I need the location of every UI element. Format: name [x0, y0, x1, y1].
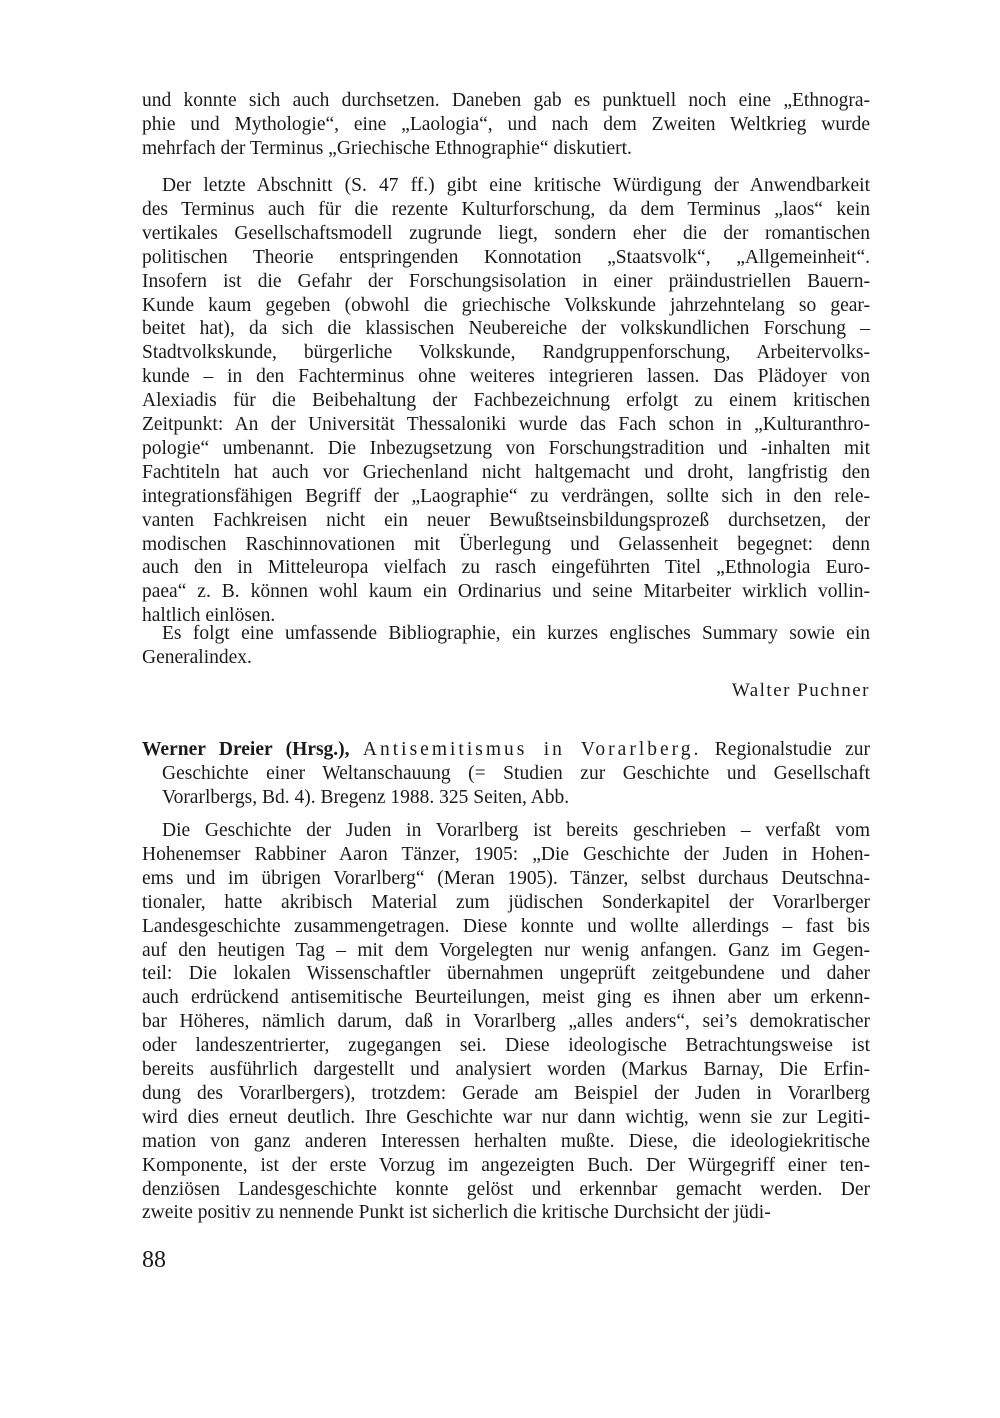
text-line: bereits ausführlich dargestellt und analysiert worden (Markus Barnay, Die Erfin- — [142, 1059, 870, 1080]
text-line: tionaler, hatte akribisch Material zum jüdischen Sonderkapitel der Vorarlberger — [142, 891, 870, 913]
text-line: zweite positiv zu nennende Punkt ist sicherlich die kritische Durchsicht der jüdi- — [142, 1202, 771, 1224]
text-line: Die Geschichte der Juden in Vorarlberg ist bereits geschrieben – verfaßt vom — [162, 820, 870, 841]
text-line: Kunde kaum gegeben (obwohl die griechische Volkskunde jahrzehntelang so gear- — [142, 294, 870, 316]
text-line: teil: Die lokalen Wissenschaftler übernahmen ungeprüft zeitgebundene und daher — [142, 963, 870, 985]
text-line: auch erdrückend antisemitische Beurteilungen, meist ging es ihnen aber um erkenn- — [142, 987, 870, 1009]
text-line: des Terminus auch für die rezente Kulturforschung, da dem Terminus „laos“ kein — [142, 198, 870, 220]
text-line: Insofern ist die Gefahr der Forschungsisolation in einer präindustriellen Bauern- — [142, 270, 870, 292]
text-line: Zeitpunkt: An der Universität Thessaloniki wurde das Fach schon in „Kulturanthro- — [142, 414, 870, 435]
text-line: dung des Vorarlbergers), trotzdem: Gerade am Beispiel der Juden in Vorarlberg — [142, 1082, 870, 1104]
reviewer-signature: Walter Puchner — [731, 680, 870, 701]
text-line: paea“ z. B. können wohl kaum ein Ordinarius und seine Mitarbeiter wirklich vollin- — [142, 581, 870, 603]
text-line: mation von ganz anderen Interessen herhalten mußte. Diese, die ideologiekritische — [142, 1130, 870, 1152]
text-line: kunde – in den Fachterminus ohne weiteres integrieren lassen. Das Plädoyer von — [142, 366, 870, 388]
text-line: ems und im übrigen Vorarlberg“ (Meran 1905). Tänzer, selbst durchaus Deutschna- — [142, 867, 870, 889]
text-line: integrationsfähigen Begriff der „Laographie“ zu verdrängen, sollte sich in den rele- — [142, 485, 870, 507]
text-line: pologie“ umbenannt. Die Inbezugsetzung von Forschungstradition und -inhalten mit — [142, 437, 870, 459]
reference-line: Geschichte einer Weltanschauung (= Studien zur Geschichte und Gesellschaft — [162, 763, 870, 784]
page-number: 88 — [142, 1247, 166, 1273]
text-line: und konnte sich auch durchsetzen. Daneben gab es punktuell noch eine „Ethnogra- — [142, 90, 870, 111]
reference-line: Vorarlbergs, Bd. 4). Bregenz 1988. 325 Seiten, Abb. — [162, 787, 570, 808]
text-line: Es folgt eine umfassende Bibliographie, ein kurzes englisches Summary sowie ein — [162, 623, 870, 644]
text-line: Komponente, ist der erste Vorzug im angezeigten Buch. Der Würgegriff einer ten- — [142, 1154, 870, 1176]
text-line: Generalindex. — [142, 646, 252, 668]
text-line: Landesgeschichte zusammengetragen. Diese konnte und wollte allerdings – fast bis — [142, 915, 870, 937]
text-line: oder landeszentrierter, zugegangen sei. Diese ideologische Betrachtungsweise ist — [142, 1035, 870, 1057]
text-line: auf den heutigen Tag – mit dem Vorgelegten nur wenig anfangen. Ganz im Gegen- — [142, 939, 870, 961]
text-line: vanten Fachkreisen nicht ein neuer Bewußtseinsbildungsprozeß durchsetzen, der — [142, 509, 870, 531]
text-line: Fachtiteln hat auch vor Griechenland nicht haltgemacht und droht, langfristig den — [142, 461, 870, 483]
text-line: mehrfach der Terminus „Griechische Ethnographie“ diskutiert. — [142, 137, 632, 159]
reference-subtitle: Regionalstudie zur — [714, 739, 871, 760]
text-line: denziösen Landesgeschichte konnte gelöst und erkennbar gemacht werden. Der — [142, 1178, 870, 1200]
text-line: vertikales Gesellschaftsmodell zugrunde liegt, sondern eher die der romantischen — [142, 222, 870, 244]
text-line: beitet hat), da sich die klassischen Neubereiche der volkskundlichen Forschung – — [142, 318, 870, 340]
text-line: Der letzte Abschnitt (S. 47 ff.) gibt eine kritische Würdigung der Anwendbarkeit — [162, 175, 870, 196]
text-line: wird dies erneut deutlich. Ihre Geschichte war nur dann wichtig, wenn sie zur Legiti- — [142, 1106, 870, 1128]
text-line: modischen Raschinnovationen mit Überlegung und Gelassenheit begegnet: denn — [142, 533, 870, 555]
reference-title: Antisemitismus in Vorarlberg. — [362, 739, 702, 760]
text-line: phie und Mythologie“, eine „Laologia“, und nach dem Zweiten Weltkrieg wurde — [142, 113, 870, 135]
reference-entry-line — [142, 738, 870, 762]
text-line: Stadtvolkskunde, bürgerliche Volkskunde, Randgruppenforschung, Arbeitervolks- — [142, 342, 870, 364]
text-line: Alexiadis für die Beibehaltung der Fachbezeichnung erfolgt zu einem kritischen — [142, 390, 870, 412]
text-line: haltlich einlösen. — [142, 605, 276, 627]
text-line: auch den in Mitteleuropa vielfach zu rasch eingeführten Titel „Ethnologia Euro- — [142, 557, 870, 579]
reference-author: Werner Dreier (Hrsg.), — [142, 739, 350, 760]
text-line: bar Höheres, nämlich darum, daß in Vorarlberg „alles anders“, sei’s demokratischer — [142, 1011, 870, 1033]
text-line: Hohenemser Rabbiner Aaron Tänzer, 1905: „Die Geschichte der Juden in Hohen- — [142, 843, 870, 865]
text-line: politischen Theorie entspringenden Konnotation „Staatsvolk“, „Allgemeinheit“. — [142, 246, 870, 268]
